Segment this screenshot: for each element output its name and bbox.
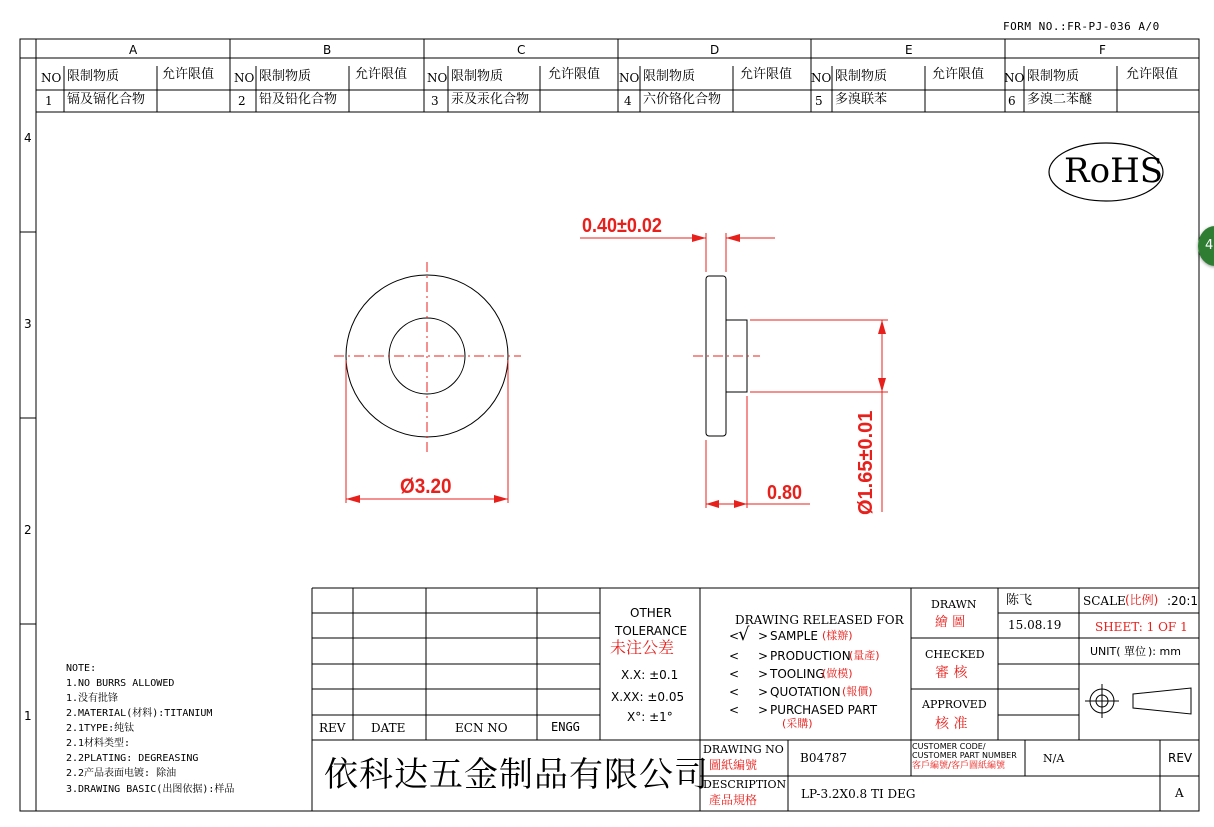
sub-item-name: 镉及镉化合物: [67, 92, 146, 107]
sub-limit-header: 允许限值: [162, 67, 215, 82]
note-line: 2.2PLATING: DEGREASING: [66, 753, 199, 764]
sub-no-header: NO: [427, 71, 448, 85]
tolerance-xx: X.X: ±0.1: [621, 668, 679, 682]
zone-col-d: D: [710, 43, 720, 57]
date-header: DATE: [371, 721, 406, 735]
sub-item-name: 多溴二苯醚: [1027, 92, 1093, 107]
note-line: NOTE:: [66, 663, 97, 674]
description-value: LP-3.2X0.8 TI DEG: [801, 787, 916, 801]
sub-limit-header: 允许限值: [932, 67, 985, 82]
projection-symbol: [1085, 684, 1191, 718]
tolerance-title: TOLERANCE: [615, 624, 688, 638]
engg-header: ENGG: [551, 720, 580, 734]
tolerance-angle: X°: ±1°: [627, 710, 673, 724]
sub-no-header: NO: [811, 71, 832, 85]
sub-item-no: 2: [238, 94, 246, 108]
drawing-no-value: B04787: [800, 751, 847, 765]
form-number: FORM NO.:FR-PJ-036 A/0: [1003, 20, 1160, 33]
dim-inner-diameter: Ø1.65±0.01: [855, 410, 877, 515]
sub-name-header: 限制物质: [259, 69, 312, 84]
sub-limit-header: 允许限值: [740, 67, 793, 82]
zone-col-c: C: [517, 43, 526, 57]
drawing-no-label: DRAWING NO: [703, 743, 784, 756]
sub-no-header: NO: [234, 71, 255, 85]
rohs-mark: RoHS: [1064, 151, 1164, 191]
dim-thickness: 0.40±0.02: [582, 215, 662, 237]
sub-item-name: 六价铬化合物: [643, 92, 722, 107]
tolerance-xxx: X.XX: ±0.05: [611, 690, 685, 704]
description-label: DESCRIPTION: [703, 778, 787, 791]
rev-header: REV: [319, 721, 346, 735]
sub-name-header: 限制物质: [67, 69, 120, 84]
customer-part-label: CUSTOMER PART NUMBER: [912, 751, 1017, 760]
sub-item-no: 6: [1008, 94, 1016, 108]
drawn-label-cn: 繪 圖: [935, 615, 966, 630]
sub-no-header: NO: [41, 71, 62, 85]
customer-label-cn: 客戶編號/客戶圖紙編號: [912, 761, 1006, 771]
dim-outer-diameter: Ø3.20: [400, 475, 452, 498]
company-name: 依科达五金制品有限公司: [324, 755, 709, 795]
zone-row-4: 4: [24, 131, 32, 145]
side-view: [580, 233, 888, 512]
check-mark-icon: √: [738, 624, 750, 645]
sub-item-name: 多溴联苯: [835, 92, 888, 107]
zone-row-1: 1: [24, 709, 32, 723]
sub-name-header: 限制物质: [1027, 69, 1080, 84]
sub-limit-header: 允许限值: [1126, 67, 1179, 82]
customer-code-label: CUSTOMER CODE/: [912, 742, 986, 751]
sub-item-no: 4: [624, 94, 632, 108]
zone-col-f: F: [1099, 43, 1106, 57]
rev-value: A: [1175, 786, 1184, 800]
zone-col-b: B: [323, 43, 332, 57]
drawing-no-label-cn: 圖紙編號: [709, 758, 758, 772]
drawn-name: 陈飞: [1006, 593, 1033, 608]
release-title: DRAWING RELEASED FOR: [735, 613, 904, 627]
page-badge-number: 4: [1205, 238, 1214, 253]
zone-row-2: 2: [24, 523, 32, 537]
sub-item-no: 3: [431, 94, 439, 108]
note-line: 1.没有批锋: [66, 693, 119, 704]
zone-col-a: A: [129, 43, 138, 57]
description-label-cn: 產品規格: [709, 793, 758, 807]
note-line: 2.MATERIAL(材料):TITANIUM: [66, 708, 213, 719]
drawn-label: DRAWN: [931, 598, 977, 611]
note-line: 1.NO BURRS ALLOWED: [66, 678, 175, 689]
sub-item-no: 5: [815, 94, 823, 108]
sub-limit-header: 允许限值: [355, 67, 408, 82]
sub-item-name: 铅及铅化合物: [259, 92, 338, 107]
note-line: 2.1材料类型:: [66, 738, 131, 749]
dim-length: 0.80: [767, 482, 803, 504]
sub-no-header: NO: [619, 71, 640, 85]
sub-no-header: NO: [1004, 71, 1025, 85]
note-line: 2.2产品表面电镀: 除油: [66, 768, 177, 779]
rev-label: REV: [1168, 751, 1193, 765]
front-view: [334, 262, 521, 503]
sub-name-header: 限制物质: [643, 69, 696, 84]
note-line: 3.DRAWING BASIC(出图依据):样品: [66, 784, 235, 795]
drawn-date: 15.08.19: [1008, 618, 1062, 632]
approved-label-cn: 核 准: [935, 716, 968, 732]
zone-col-e: E: [905, 43, 913, 57]
checked-label: CHECKED: [925, 648, 985, 661]
sub-item-name: 汞及汞化合物: [451, 92, 530, 107]
checked-label-cn: 審 核: [935, 665, 968, 681]
sub-name-header: 限制物质: [451, 69, 504, 84]
customer-value: N/A: [1043, 752, 1065, 765]
sheet-field: SHEET: 1 OF 1: [1095, 620, 1188, 634]
sub-item-no: 1: [45, 94, 53, 108]
note-line: 2.1TYPE:纯钛: [66, 723, 135, 734]
approved-label: APPROVED: [922, 698, 987, 711]
tolerance-title: OTHER: [630, 606, 672, 620]
sub-limit-header: 允许限值: [548, 67, 601, 82]
ecn-header: ECN NO: [455, 721, 508, 735]
zone-row-3: 3: [24, 317, 32, 331]
sub-name-header: 限制物质: [835, 69, 888, 84]
tolerance-title-cn: 未注公差: [610, 638, 675, 657]
